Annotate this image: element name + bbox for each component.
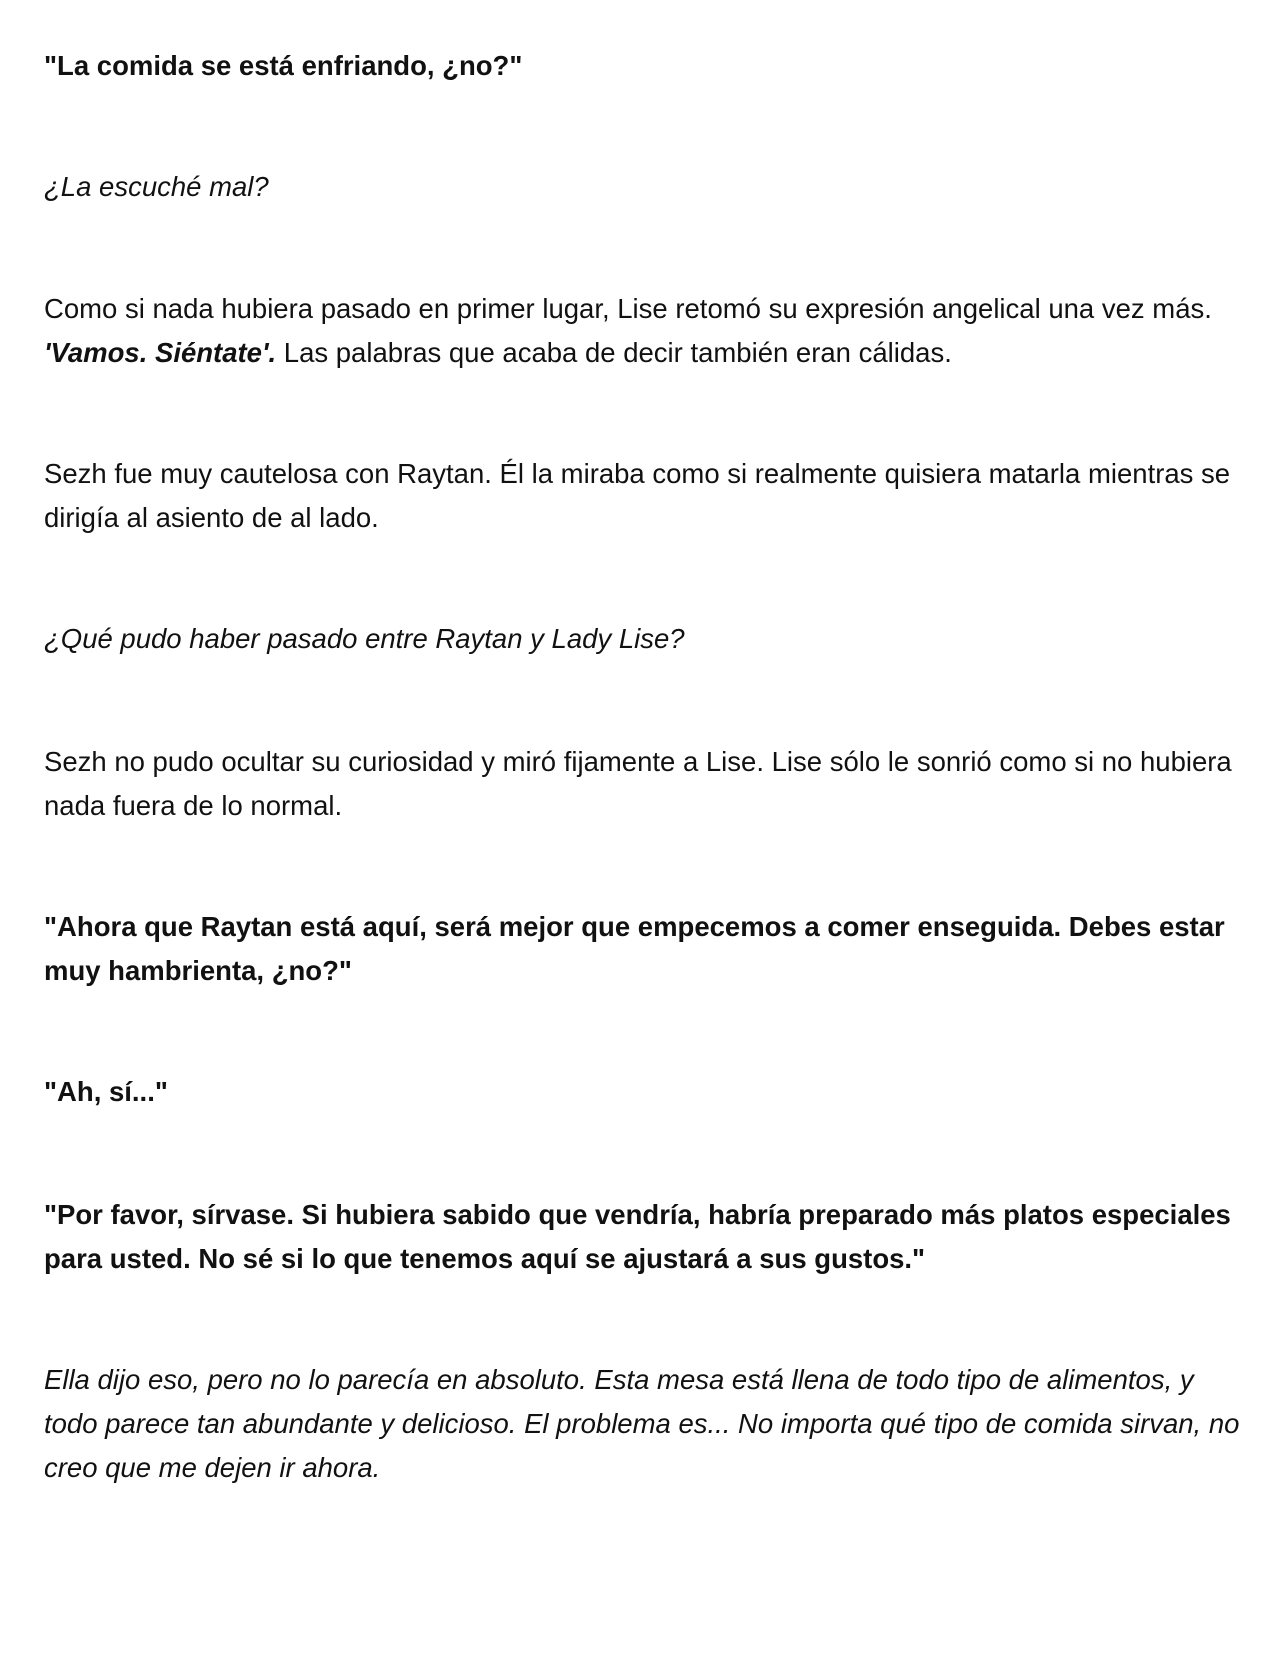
narration-paragraph: Sezh no pudo ocultar su curiosidad y miró fijamente a Lise. Lise sólo le sonrió como si no hubiera nada fuera de lo normal. bbox=[44, 746, 1232, 821]
dialogue-line: "Ahora que Raytan está aquí, será mejor que empecemos a comer enseguida. Debes estar muy hambrienta, ¿no?" bbox=[44, 911, 1225, 986]
dialogue-line: "La comida se está enfriando, ¿no?" bbox=[44, 50, 523, 81]
narration-text: Como si nada hubiera pasado en primer lugar, Lise retomó su expresión angelical una vez más. bbox=[44, 293, 1212, 324]
inner-thought: Ella dijo eso, pero no lo parecía en absoluto. Esta mesa está llena de todo tipo de alimentos, y todo parece tan abundante y delicioso. El problema es... No importa qué tipo de comida sirvan, no creo que me dejen ir ahora. bbox=[44, 1364, 1240, 1483]
narration-paragraph: Sezh fue muy cautelosa con Raytan. Él la miraba como si realmente quisiera matarla mientras se dirigía al asiento de al lado. bbox=[44, 458, 1231, 533]
narration-paragraph bbox=[44, 287, 1244, 375]
inner-thought: ¿Qué pudo haber pasado entre Raytan y Lady Lise? bbox=[44, 623, 685, 654]
emphasized-quote: 'Vamos. Siéntate'. bbox=[44, 337, 277, 368]
inner-thought: ¿La escuché mal? bbox=[44, 171, 269, 202]
dialogue-line: "Ah, sí..." bbox=[44, 1076, 168, 1107]
narration-text: Las palabras que acaba de decir también eran cálidas. bbox=[276, 337, 952, 368]
dialogue-line: "Por favor, sírvase. Si hubiera sabido que vendría, habría preparado más platos especiales para usted. No sé si lo que tenemos aquí se ajustará a sus gustos." bbox=[44, 1199, 1231, 1274]
